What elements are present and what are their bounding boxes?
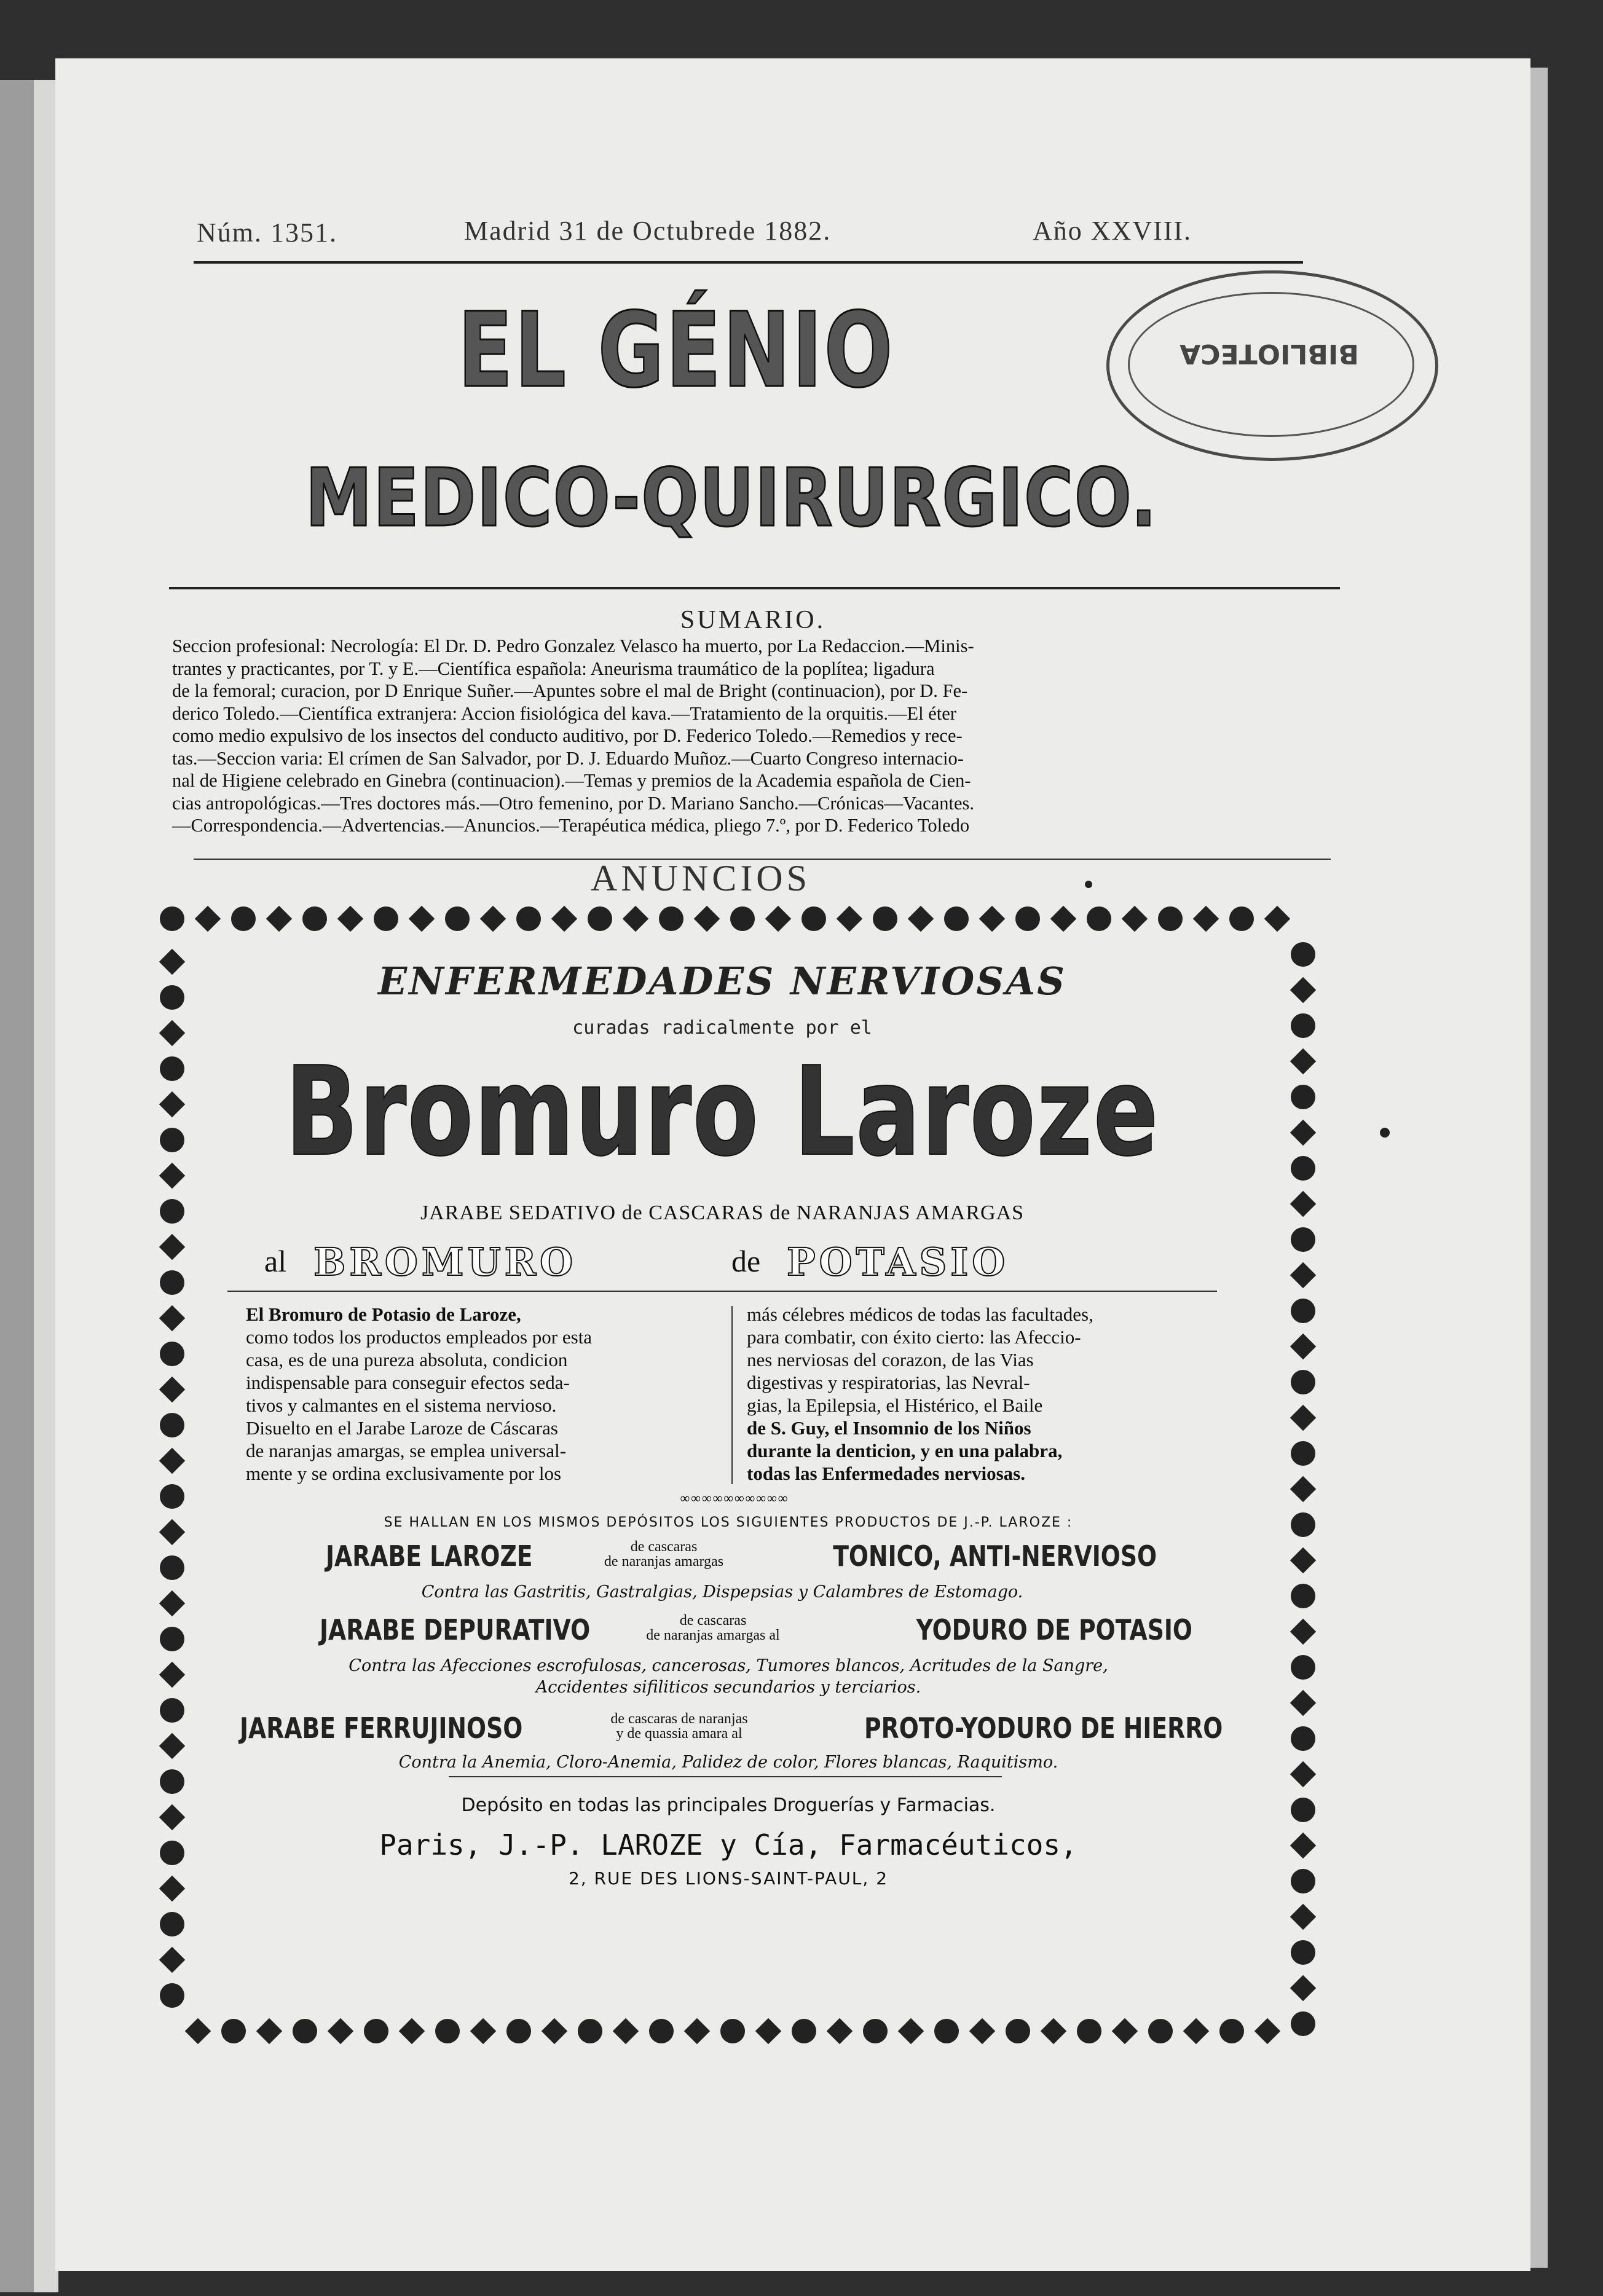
summary-line: nal de Higiene celebrado en Ginebra (continuacion).—Temas y premios de la Academia española de Cien- <box>172 770 971 791</box>
border-bead <box>160 1270 184 1295</box>
library-stamp <box>1106 270 1438 461</box>
border-bead <box>1291 1869 1315 1893</box>
border-diamond <box>1290 1476 1316 1502</box>
ad-text-line: para combatir, con éxito cierto: las Afeccio- <box>747 1326 1081 1348</box>
ad-column-right <box>747 1303 1223 1485</box>
ad-address: 2, RUE DES LIONS-SAINT-PAUL, 2 <box>568 1868 889 1889</box>
border-bead <box>160 1413 184 1437</box>
border-bead <box>1291 1299 1315 1323</box>
product-2-name: JARABE DEPURATIVO <box>320 1613 591 1646</box>
ad-jarabe-line: JARABE SEDATIVO de CASCARAS de NARANJAS AMARGAS <box>420 1201 1025 1224</box>
border-bead <box>1158 906 1183 931</box>
border-bead <box>649 2019 674 2043</box>
masthead-title: EL GÉNIO <box>457 290 895 411</box>
border-bead <box>792 2019 816 2043</box>
border-bead <box>944 906 969 931</box>
border-diamond <box>1290 977 1316 1003</box>
summary-title: SUMARIO. <box>680 606 826 634</box>
product-desc-line: de naranjas amargas al <box>646 1627 780 1643</box>
ad-ornament-divider-1: ∞∞∞∞∞∞∞∞∞∞ <box>680 1490 789 1506</box>
border-bead <box>1291 1512 1315 1537</box>
border-diamond <box>1112 2018 1138 2044</box>
summary-top-rule <box>169 587 1340 589</box>
ad-column-divider <box>731 1306 733 1484</box>
border-diamond <box>480 906 506 932</box>
adjacent-page-edge <box>34 80 58 2292</box>
border-diamond <box>195 906 221 932</box>
border-bead <box>1291 1441 1315 1466</box>
summary-line: Seccion profesional: Necrología: El Dr. D. Pedro Gonzalez Velasco ha muerto, por La Redaccion.—Minis- <box>172 635 974 656</box>
border-diamond <box>1290 1120 1316 1146</box>
ad-text-line: más célebres médicos de todas las facultades, <box>747 1303 1093 1325</box>
product-1-target: TONICO, ANTI-NERVIOSO <box>833 1539 1157 1573</box>
issue-number: Núm. 1351. <box>197 218 337 248</box>
product-2-target: YODURO DE POTASIO <box>916 1613 1192 1646</box>
border-bead <box>160 1698 184 1723</box>
border-diamond <box>1290 1547 1316 1573</box>
border-diamond <box>908 906 934 932</box>
product-2-desc <box>612 1613 814 1643</box>
border-diamond <box>623 906 648 932</box>
border-bead <box>1291 1227 1315 1252</box>
border-bead <box>160 1342 184 1366</box>
border-diamond <box>1290 1405 1316 1431</box>
border-bead <box>934 2019 959 2043</box>
ad-bromuro: BROMURO <box>313 1240 577 1284</box>
border-diamond <box>159 949 185 975</box>
border-bead <box>221 2019 246 2043</box>
border-bead <box>160 985 184 1010</box>
border-bead <box>1229 906 1254 931</box>
masthead-subtitle: MEDICO-QUIRURGICO. <box>305 451 1158 545</box>
ad-text-line: nes nerviosas del corazon, de las Vias <box>747 1349 1034 1370</box>
summary-line: —Correspondencia.—Advertencias.—Anuncios.—Terapéutica médica, pliego 7.º, por D. Federico Toledo <box>172 815 970 836</box>
border-bead <box>802 906 826 931</box>
ad-column-left <box>246 1303 719 1485</box>
stamp-center-text: BIBLIOTECA <box>1180 338 1359 369</box>
border-diamond <box>1290 1191 1316 1217</box>
border-bead <box>160 1769 184 1794</box>
border-bead <box>1291 1726 1315 1751</box>
border-diamond <box>159 1163 185 1189</box>
page-edge <box>1530 68 1548 2268</box>
border-bead <box>231 906 256 931</box>
border-bead <box>1006 2019 1030 2043</box>
border-diamond <box>159 1234 185 1260</box>
border-diamond <box>755 2018 781 2044</box>
border-bead <box>160 1627 184 1651</box>
ad-depots-header: SE HALLAN EN LOS MISMOS DEPÓSITOS LOS SIGUIENTES PRODUCTOS DE J.-P. LAROZE : <box>384 1515 1073 1530</box>
border-diamond <box>1290 1619 1316 1645</box>
border-diamond <box>256 2018 282 2044</box>
border-diamond <box>159 1947 185 1973</box>
border-diamond <box>898 2018 924 2044</box>
border-diamond <box>159 1091 185 1117</box>
summary-line: de la femoral; curacion, por D Enrique Suñer.—Apuntes sobre el mal de Bright (continuacion), por D. Fe- <box>172 680 968 701</box>
ad-pharmacy: Paris, J.-P. LAROZE y Cía, Farmacéuticos, <box>379 1828 1077 1862</box>
border-diamond <box>542 2018 567 2044</box>
border-diamond <box>837 906 862 932</box>
border-bead <box>1291 942 1315 967</box>
border-diamond <box>159 1804 185 1830</box>
border-diamond <box>159 1448 185 1474</box>
ink-speck <box>1380 1128 1390 1138</box>
summary-line: tas.—Seccion varia: El crímen de San Salvador, por D. J. Eduardo Muñoz.—Cuarto Congreso internacio- <box>172 747 964 769</box>
ad-text-line: de naranjas amargas, se emplea universal- <box>246 1440 567 1461</box>
border-bead <box>1148 2019 1173 2043</box>
border-diamond <box>159 1305 185 1331</box>
border-bead <box>374 906 398 931</box>
product-1-desc <box>578 1539 750 1569</box>
border-bead <box>160 1199 184 1224</box>
border-bead <box>1291 1370 1315 1394</box>
border-diamond <box>409 906 435 932</box>
border-bead <box>1291 1584 1315 1608</box>
product-3-indication: Contra la Anemia, Cloro-Anemia, Palidez de color, Flores blancas, Raquitismo. <box>398 1753 1058 1772</box>
product-desc-line: de naranjas amargas <box>604 1554 724 1570</box>
border-diamond <box>328 2018 353 2044</box>
border-bead <box>1291 1940 1315 1965</box>
border-diamond <box>1290 1334 1316 1359</box>
border-bead <box>516 906 541 931</box>
border-bead <box>1291 1085 1315 1109</box>
border-bead <box>364 2019 388 2043</box>
border-bead <box>659 906 683 931</box>
ad-subheading: curadas radicalmente por el <box>572 1017 872 1039</box>
border-diamond <box>159 1876 185 1901</box>
ad-deposit: Depósito en todas las principales Droguerías y Farmacias. <box>461 1795 996 1816</box>
ad-text-line: tivos y calmantes en el sistema nervioso. <box>246 1394 557 1416</box>
border-diamond <box>1193 906 1219 932</box>
border-bead <box>730 906 755 931</box>
border-diamond <box>684 2018 710 2044</box>
border-bead <box>863 2019 888 2043</box>
anuncios-title: ANUNCIOS <box>590 858 811 898</box>
border-bead <box>293 2019 317 2043</box>
ad-text-line: mente y se ordina exclusivamente por los <box>246 1463 562 1484</box>
border-bead <box>720 2019 745 2043</box>
newspaper-page <box>55 58 1530 2271</box>
border-diamond <box>1290 1904 1316 1930</box>
border-bead <box>1291 1156 1315 1181</box>
product-2-indication: Contra las Afecciones escrofulosas, cancerosas, Tumores blancos, Acritudes de la Sangre, <box>349 1656 1108 1675</box>
ad-text-line: indispensable para conseguir efectos seda- <box>246 1372 570 1393</box>
ad-de: de <box>731 1244 761 1278</box>
border-diamond <box>1122 906 1148 932</box>
border-diamond <box>337 906 363 932</box>
border-bead <box>160 1983 184 2008</box>
border-diamond <box>613 2018 639 2044</box>
border-diamond <box>1264 906 1290 932</box>
ad-text-line: todas las Enfermedades nerviosas. <box>747 1463 1025 1484</box>
border-bead <box>1291 1013 1315 1038</box>
border-diamond <box>159 1377 185 1402</box>
border-diamond <box>1254 2018 1280 2044</box>
issue-date: Madrid 31 de Octubrede 1882. <box>464 216 832 246</box>
border-bead <box>578 2019 602 2043</box>
border-diamond <box>1290 1262 1316 1288</box>
border-diamond <box>1290 1048 1316 1074</box>
border-diamond <box>969 2018 995 2044</box>
border-bead <box>160 1484 184 1509</box>
border-diamond <box>1183 2018 1209 2044</box>
summary-line: trantes y practicantes, por T. y E.—Científica española: Aneurisma traumático de la poplítea; ligadura <box>172 658 935 679</box>
border-diamond <box>1041 2018 1066 2044</box>
border-diamond <box>159 1662 185 1688</box>
border-diamond <box>399 2018 425 2044</box>
product-desc-line: y de quassia amara al <box>616 1726 742 1742</box>
border-bead <box>1291 2011 1315 2036</box>
border-diamond <box>1290 1690 1316 1716</box>
border-bead <box>445 906 470 931</box>
border-bead <box>1087 906 1111 931</box>
border-bead <box>302 906 327 931</box>
border-bead <box>160 1056 184 1081</box>
product-3-desc <box>569 1712 790 1741</box>
border-diamond <box>159 1519 185 1545</box>
ad-text-line: como todos los productos empleados por esta <box>246 1326 593 1348</box>
ad-text-line: El Bromuro de Potasio de Laroze, <box>246 1303 521 1325</box>
product-desc-line: de cascaras <box>679 1613 747 1629</box>
border-bead <box>160 1841 184 1865</box>
ad-brand: Bromuro Laroze <box>285 1040 1160 1184</box>
border-diamond <box>1290 1833 1316 1858</box>
border-diamond <box>185 2018 211 2044</box>
ad-bromuro-line <box>264 1238 1186 1288</box>
border-bead <box>160 1555 184 1580</box>
ad-potasio: POTASIO <box>787 1240 1009 1284</box>
border-bead <box>1291 1655 1315 1680</box>
border-bead <box>160 1128 184 1152</box>
product-3-name: JARABE FERRUJINOSO <box>240 1712 523 1745</box>
summary-line: como medio expulsivo de los insectos del conducto auditivo, por D. Federico Toledo.—Remedios y rece- <box>172 725 963 746</box>
ink-speck <box>1085 881 1092 888</box>
border-diamond <box>694 906 720 932</box>
border-diamond <box>159 1733 185 1759</box>
border-diamond <box>266 906 292 932</box>
border-diamond <box>551 906 577 932</box>
border-bead <box>1219 2019 1244 2043</box>
ad-text-line: durante la denticion, y en una palabra, <box>747 1440 1063 1461</box>
border-diamond <box>470 2018 496 2044</box>
ad-text-line: casa, es de una pureza absoluta, condicion <box>246 1349 568 1370</box>
product-2-indication-2: Accidentes sifiliticos secundarios y terciarios. <box>535 1678 921 1697</box>
ad-ornament-divider-2 <box>449 1776 1002 1779</box>
border-diamond <box>765 906 791 932</box>
border-diamond <box>1290 1761 1316 1787</box>
issue-year: Año XXVIII. <box>1033 216 1192 246</box>
border-diamond <box>827 2018 853 2044</box>
product-1-name: JARABE LAROZE <box>326 1539 533 1573</box>
product-desc-line: de cascaras <box>630 1539 698 1555</box>
ad-text-line: digestivas y respiratorias, las Nevral- <box>747 1372 1030 1393</box>
border-diamond <box>1050 906 1076 932</box>
ad-text-line: de S. Guy, el Insomnio de los Niños <box>747 1417 1031 1439</box>
summary-line: derico Toledo.—Científica extranjera: Accion fisiológica del kava.—Tratamiento de la orquitis.—El éter <box>172 702 956 724</box>
summary-text <box>172 635 1331 837</box>
border-diamond <box>159 1590 185 1616</box>
border-bead <box>435 2019 460 2043</box>
border-diamond <box>1290 1975 1316 2001</box>
border-bead <box>873 906 897 931</box>
border-diamond <box>979 906 1005 932</box>
border-bead <box>1077 2019 1101 2043</box>
product-3-target: PROTO-YODURO DE HIERRO <box>864 1712 1223 1745</box>
ad-text-line: gias, la Epilepsia, el Histérico, el Baile <box>747 1394 1043 1416</box>
ad-heading: ENFERMEDADES NERVIOSAS <box>378 959 1066 1004</box>
product-1-indication: Contra las Gastritis, Gastralgias, Dispepsias y Calambres de Estomago. <box>421 1582 1023 1602</box>
ad-al: al <box>264 1244 287 1278</box>
ad-text-line: Disuelto en el Jarabe Laroze de Cáscaras <box>246 1417 558 1439</box>
header-rule <box>194 261 1303 264</box>
border-bead <box>160 906 184 931</box>
border-bead <box>160 1912 184 1936</box>
product-desc-line: de cascaras de naranjas <box>610 1711 748 1727</box>
border-bead <box>588 906 612 931</box>
border-bead <box>506 2019 531 2043</box>
border-bead <box>1015 906 1040 931</box>
border-diamond <box>159 1020 185 1046</box>
ad-rule-1 <box>227 1291 1217 1292</box>
summary-line: cias antropológicas.—Tres doctores más.—Otro femenino, por D. Mariano Sancho.—Crónicas—Vacantes. <box>172 792 974 814</box>
border-bead <box>1291 1798 1315 1822</box>
